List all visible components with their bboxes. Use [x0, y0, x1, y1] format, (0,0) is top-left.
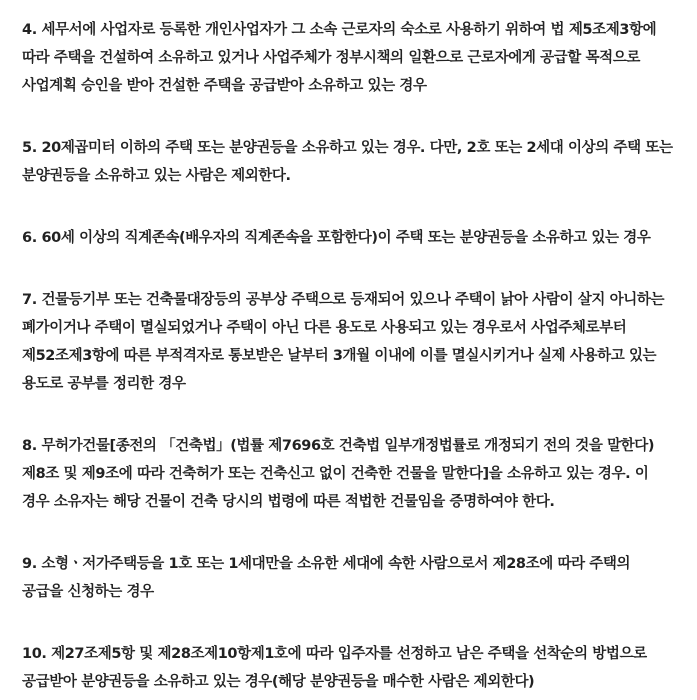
clause-4: 4. 세무서에 사업자로 등록한 개인사업자가 그 소속 근로자의 숙소로 사용하기 위하여 법 제5조제3항에 따라 주택을 건설하여 소유하고 있거나 사업주체가 정부시책의 일환으로 근로자에게 공급할 목적으로 사업계획 승인을 받아 건설한 주택을 공급받아 소유하고 있는 경우 [22, 22, 657, 94]
clause-6: 6. 60세 이상의 직계존속(배우자의 직계존속을 포함한다)이 주택 또는 분양권등을 소유하고 있는 경우 [22, 230, 651, 246]
clause-10: 10. 제27조제5항 및 제28조제10항제1호에 따라 입주자를 선정하고 남은 주택을 선착순의 방법으로 공급받아 분양권등을 소유하고 있는 경우(해당 분양권등을 매수한 사람은 제외한다) [22, 646, 647, 690]
clause-9: 9. 소형ㆍ저가주택등을 1호 또는 1세대만을 소유한 세대에 속한 사람으로서 제28조에 따라 주택의 공급을 신청하는 경우 [22, 556, 631, 600]
clause-8: 8. 무허가건물[종전의 「건축법」(법률 제7696호 건축법 일부개정법률로 개정되기 전의 것을 말한다) 제8조 및 제9조에 따라 건축허가 또는 건축신고 없이 건축한 건물을 말한다]을 소유하고 있는 경우. 이 경우 소유자는 해당 건물이 건축 당시의 법령에 따른 적법한 건물임을 증명하여야 한다. [22, 438, 655, 510]
clause-5: 5. 20제곱미터 이하의 주택 또는 분양권등을 소유하고 있는 경우. 다만, 2호 또는 2세대 이상의 주택 또는 분양권등을 소유하고 있는 사람은 제외한다. [22, 140, 673, 184]
clause-7: 7. 건물등기부 또는 건축물대장등의 공부상 주택으로 등재되어 있으나 주택이 낡아 사람이 살지 아니하는 폐가이거나 주택이 멸실되었거나 주택이 아닌 다른 용도로 사용되고 있는 경우로서 사업주체로부터 제52조제3항에 따른 부적격자로 통보받은 날부터 3개월 이내에 이를 멸실시키거나 실제 사용하고 있는 용도로 공부를 정리한 경우 [22, 292, 665, 392]
